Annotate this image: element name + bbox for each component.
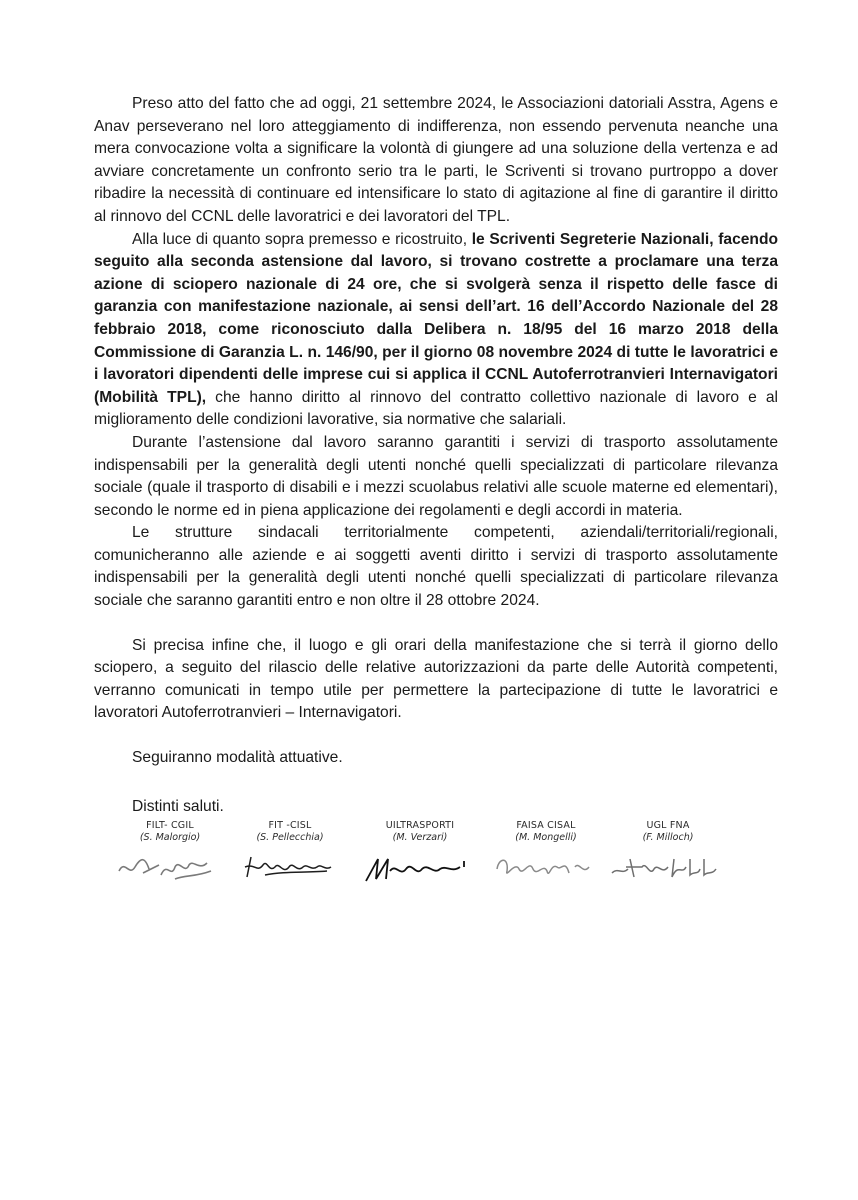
signatory-org: FILT- CGIL xyxy=(146,820,194,831)
closing-salutation: Distinti saluti. xyxy=(132,797,224,815)
signatory-org: FIT -CISL xyxy=(268,820,312,831)
signatory-name: (F. Milloch) xyxy=(642,832,694,843)
paragraph-guaranteed-services: Durante l’astensione dal lavoro saranno garantiti i servizi di trasporto assolutamente indispensabili per la generalità degli utenti nonché quelli specializzati di particolare rilevanza sociale (quale il trasporto di disabili e i mezzi scuolabus relativi alle scuole materne ed elementari), secondo le norme ed in piena applicazione dei regolamenti e degli accordi in materia. xyxy=(94,433,778,519)
signature-image xyxy=(360,849,480,885)
signatory-ugl-fna xyxy=(608,820,728,885)
signatory-filt-cgil xyxy=(110,820,230,885)
signature-image xyxy=(608,849,728,885)
signature-image xyxy=(235,849,345,885)
paragraph-union-structures: Le strutture sindacali territorialmente competenti, aziendali/territoriali/regionali, comunicheranno alle aziende e ai soggetti aventi diritto i servizi di trasporto assolutamente indispensabili per la generalità degli utenti nonché quelli specializzati di particolare rilevanza sociale che saranno garantiti entro e non oltre il 28 ottobre 2024. xyxy=(94,524,778,610)
paragraph-context: Preso atto del fatto che ad oggi, 21 settembre 2024, le Associazioni datoriali Asstra, Agens e Anav perseverano nel loro atteggiamento di indifferenza, non essendo pervenuta neanche una mera convocazione volta a significare la volontà di giungere ad una soluzione della vertenza e ad avviare concretamente un confronto serio tra le parti, le Scriventi si trovano purtroppo a dover ribadire la necessità di continuare ed intensificare lo stato di agitazione al fine di garantire il diritto al rinnovo del CCNL delle lavoratrici e dei lavoratori del TPL. xyxy=(94,95,778,225)
paragraph-proclamation xyxy=(94,229,778,432)
signatory-faisa-cisal xyxy=(486,820,606,885)
signatory-org: UGL FNA xyxy=(646,820,690,831)
signatory-name: (M. Mongelli) xyxy=(515,832,577,843)
signatory-org: FAISA CISAL xyxy=(516,820,576,831)
paragraph-implementation: Seguiranno modalità attuative. xyxy=(132,749,343,767)
signatory-name: (M. Verzari) xyxy=(392,832,448,843)
proclamation-tail: che hanno diritto al rinnovo del contratto collettivo nazionale di lavoro e al miglioramento delle condizioni lavorative, sia normative che salariali. xyxy=(94,388,778,429)
signatory-uiltrasporti xyxy=(360,820,480,885)
letter-body xyxy=(94,93,778,818)
signature-block xyxy=(118,820,738,900)
proclamation-intro: Alla luce di quanto sopra premesso e ricostruito, xyxy=(132,230,472,248)
paragraph-demonstration: Si precisa infine che, il luogo e gli orari della manifestazione che si terrà il giorno dello sciopero, a seguito del rilascio delle relative autorizzazioni da parte delle Autorità competenti, verranno comunicati in tempo utile per permettere la partecipazione di tutte le lavoratrici e lavoratori Autoferrotranvieri – Internavigatori. xyxy=(94,636,778,722)
signatory-fit-cisl xyxy=(230,820,350,885)
signatory-name: (S. Pellecchia) xyxy=(256,832,324,843)
signatory-name: (S. Malorgio) xyxy=(139,832,201,843)
signature-image xyxy=(115,849,225,885)
signatory-org: UILTRASPORTI xyxy=(385,820,455,831)
signature-image xyxy=(491,849,601,885)
proclamation-strike-details: le Scriventi Segreterie Nazionali, facendo seguito alla seconda astensione dal lavoro, si trovano costrette a proclamare una terza azione di sciopero nazionale di 24 ore, che si svolgerà senza il rispetto delle fasce di garanzia con manifestazione nazionale, ai sensi dell’art. 16 dell’Accordo Nazionale del 28 febbraio 2018, come riconosciuto dalla Delibera n. 18/95 del 16 marzo 2018 della Commissione di Garanzia L. n. 146/90, per il giorno 08 novembre 2024 di tutte le lavoratrici e i lavoratori dipendenti delle imprese cui si applica il CCNL Autoferrotranvieri Internavigatori (Mobilità TPL), xyxy=(94,230,778,406)
